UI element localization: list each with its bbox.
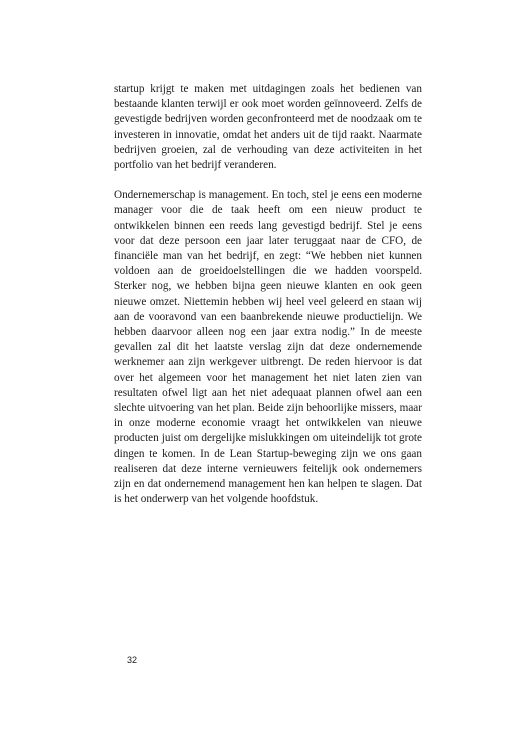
body-text [114, 82, 422, 507]
page-number: 32 [127, 655, 138, 665]
paragraph-1: startup krijgt te maken met uitdagingen zoals het bedienen van bestaande klanten terwijl er ook moet worden geïnnoveerd. Zelfs de gevestigde bedrijven worden geconfronteerd met de noodzaak om te investeren in innovatie, omdat het anders uit de tijd raakt. Naarmate bedrijven groeien, zal de verhouding van deze activiteiten in het portfolio van het bedrijf veranderen. [114, 83, 422, 172]
paragraph-2: Ondernemerschap is management. En toch, stel je eens een moderne manager voor die de taak heeft om een nieuw product te ontwikkelen binnen een reeds lang gevestigd bedrijf. Stel je eens voor dat deze persoon een jaar later teruggaat naar de CFO, de financiële man van het bedrijf, en zegt: “We hebben niet kunnen voldoen aan de groeidoelstellingen die we hadden voorspeld. Sterker nog, we hebben bijna geen nieuwe klanten en ook geen nieuwe omzet. Niettemin hebben wij heel veel geleerd en staan wij aan de vooravond van een baanbrekende nieuwe productielijn. We hebben daarvoor alleen nog een jaar extra nodig.” In de meeste gevallen zal dit het laatste verslag zijn dat deze ondernemende werknemer aan zijn werkgever uitbrengt. De reden hiervoor is dat over het algemeen voor het management het niet laten zien van resultaten ofwel ligt aan het niet adequaat plannen ofwel aan een slechte uitvoering van het plan. Beide zijn behoorlijke missers, maar in onze moderne economie vraagt het ontwikkelen van nieuwe producten juist om dergelijke mislukkingen om uiteindelijk tot grote dingen te komen. In de Lean Startup-beweging zijn we ons gaan realiseren dat deze interne vernieuwers feitelijk ook ondernemers zijn en dat ondernemend management hen kan helpen te slagen. Dat is het onderwerp van het volgende hoofdstuk. [114, 189, 422, 506]
